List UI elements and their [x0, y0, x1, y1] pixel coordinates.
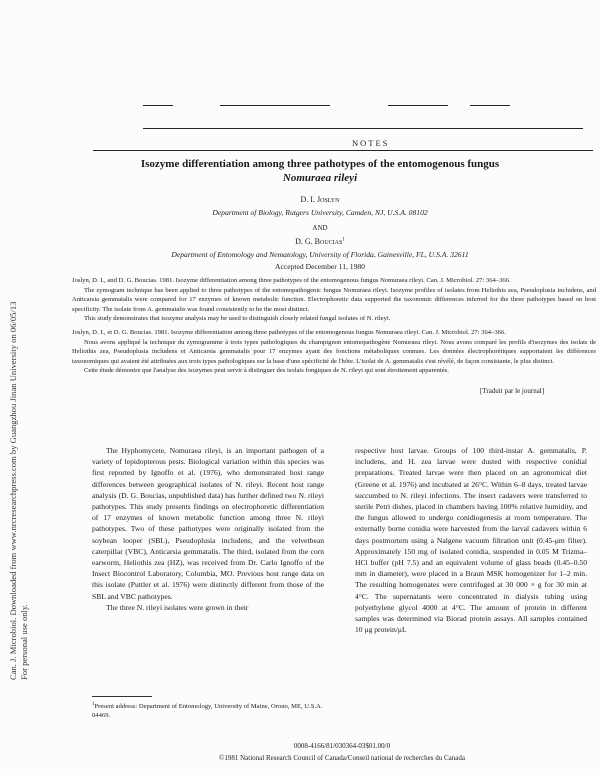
section-label: NOTES: [352, 138, 390, 148]
header-rule: [220, 105, 330, 106]
body-paragraph: The three N. rileyi isolates were grown in their: [106, 602, 249, 612]
abstract-english: [72, 276, 596, 324]
footnote-text: Present address: Department of Entomology, University of Maine, Orono, ME, U.S.A. 04469.: [92, 703, 323, 720]
header-rule: [470, 105, 510, 106]
affiliation-2: Department of Entomology and Nematology, University of Florida, Gainesville, FL, U.S.A. 32611: [171, 250, 469, 259]
article-title: Isozyme differentiation among three pathotypes of the entomogenous fungus: [140, 158, 500, 170]
article-subtitle: Nomuraea rileyi: [282, 172, 358, 184]
author-1: D. I. Joslyn: [300, 195, 340, 204]
and-separator: AND: [312, 224, 328, 232]
translation-note: [Traduit par le journal]: [480, 387, 545, 395]
abstract-en-citation: Joslyn, D. I., and D. G. Boucias. 1981. Isozyme differentiation among three pathotypes of the entomogenous fungus Nomuraea rileyi. Can. J. Microbiol. 27: 364–366.: [72, 277, 511, 284]
footnote: [92, 696, 324, 720]
header-rule: [388, 105, 448, 106]
body-column-left: [92, 445, 324, 613]
download-notice: Can. J. Microbiol. Downloaded from www.nrcresearchpress.com by Guangzhou Jinan University on 06/05/13: [8, 301, 18, 680]
abstract-en-paragraph: This study demonstrates that isozyme analysis may be used to distinguish closely related fungal isolates of N. rileyi.: [84, 315, 391, 323]
body-paragraph: The Hyphomycete, Nomuraea rileyi, is an important pathogen of a variety of lepidopterous pests. Biological variation within this species was first reported by Ignoffo et al. (1976), who demonstrated host range differences between geographical isolates of N. rileyi. Recent host range analysis (D. G. Boucias, unpublished data) has further defined two N. rileyi pathotypes. This study presents findings on electrophoretic differentiation of 17 enzymes of known metabolic function among three N. rileyi pathotypes. Two of these pathotypes were originally isolated from the soybean looper (SBL), Pseudoplusia includens, and the velvetbean caterpillar (VBC), Anticarsia gemmatalis. The third, isolated from the corn earworm, Heliothis zea (HZ), was received from Dr. Carlo Ignoffo of the Insect Biocontrol Laboratory, Columbia, MO. Previous host range data on this isolate (Puttler et al. 1976) were distinctly different from those of the SBL and VBC pathotypes.: [92, 446, 324, 601]
abstract-en-paragraph: The zymogram technique has been applied to three pathotypes of the entomopathogenic fungus Nomuraea rileyi. Isozyme profiles of isolates from Heliothis zea, Pseudoplusia includens, and Anticarsia gemmatalis were compared for 17 enzymes of known metabolic function. Electrophoretic data supported the taxonomic differences inferred for the three pathotypes based on host specificity. The isolate from A. gemmatalis was found consistently to be the most distinct.: [72, 286, 596, 313]
notes-top-rule: [143, 128, 583, 129]
author-2-name: D. G. Boucias: [295, 237, 343, 246]
abstract-french: [72, 328, 596, 376]
affiliation-1: Department of Biology, Rutgers University, Camden, NJ, U.S.A. 08102: [212, 208, 428, 217]
body-column-right: [355, 445, 587, 635]
footnote-mark: 1: [92, 702, 95, 707]
abstract-fr-paragraph: Cette étude démontre que l'analyse des isozymes peut servir à distinguer des isolats fongiques de N. rileyi qui sont étroitement apparentés.: [84, 367, 449, 375]
copyright-line: ©1981 National Research Council of Canada/Conseil national de recherches du Canada: [219, 754, 465, 762]
author-2: [60, 237, 580, 246]
accepted-date: Accepted December 11, 1980: [275, 262, 365, 271]
header-rule: [143, 105, 173, 106]
issn-code: 0008-4166/81/030364-03$01.00/0: [293, 742, 391, 750]
abstract-fr-paragraph: Nous avons appliqué la technique du zymogramme à trois types pathologiques du champignon entomopathogène Nomuraea rileyi. Nous avons comparé les profils d'isozymes des isolats de Heliothis zea, Pseudoplusia includens et Anticarsia gemmatalis pour 17 enzymes ayant des fonctions métaboliques connues. Les données électrophorétiques supportaient les différences taxonomiques qui avaient été attribuées aux trois types pathologiques sur la base d'une spécificité de l'hôte. L'isolat de A. gemmatalis s'est révélé, de façon consistante, le plus distinct.: [72, 338, 596, 365]
body-paragraph: respective host larvae. Groups of 100 third-instar A. gemmatalis, P. includens, and H. zea larvae were dusted with respective conidial preparations. Treated larvae were then placed on an agronomical diet (Greene et al. 1976) and incubated at 26°C. Within 6–8 days, treated larvae succumbed to N. rileyi infections. The insect cadavers were transferred to sterile Petri dishes, placed in chambers having 100% relative humidity, and the fungus allowed to undergo conidiogenesis at room temperature. The externally borne conidia were harvested from the larval cadavers within 6 days postmortem using a Nalgene vacuum filtration unit (0.45-μm filter). Approximately 150 mg of isolated conidia, suspended in 0.05 M Trizma–HCl buffer (pH 7.5) and an equivalent volume of glass beads (0.45–0.50 mm in diameter), were placed in a Braun MSK homogenizer for 1–2 min. The resulting homogenates were centrifuged at 30 000 × g for 30 min at 4°C. The supernatants were concentrated in dialysis tubing using polyethylene glycol 4000 at 4°C. The amount of protein in different samples was determined via Biorad protein assays. All samples contained 10 μg protein/μL: [355, 446, 587, 635]
personal-use-notice: For personal use only.: [19, 604, 29, 680]
footnote-rule: [92, 696, 152, 697]
author-2-footnote-mark: 1: [342, 237, 345, 243]
download-sidebar: [2, 160, 36, 680]
abstract-fr-citation: Joslyn, D. I., et D. G. Boucias. 1981. Isozyme differentiation among three pathotypes of the entomogenous fungus Nomuraea rileyi. Can. J. Microbiol. 27: 364–366.: [72, 329, 506, 336]
notes-bottom-rule: [93, 150, 593, 151]
